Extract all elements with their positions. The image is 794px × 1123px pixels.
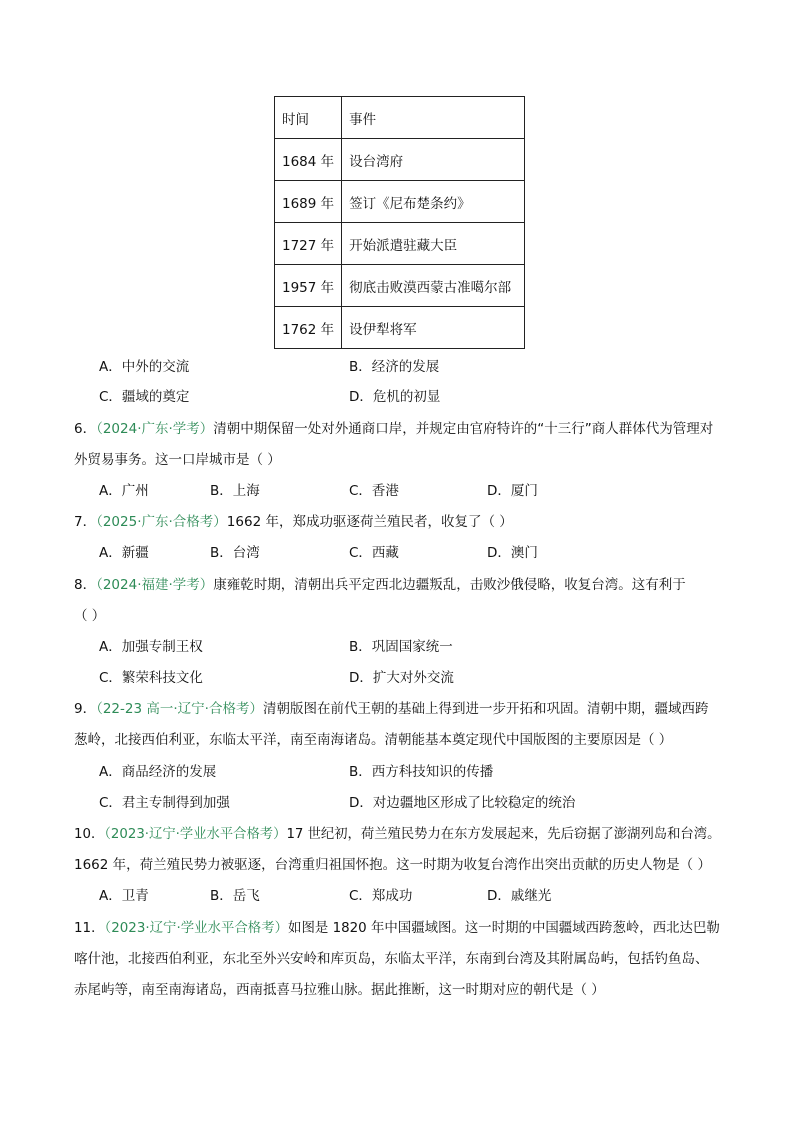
q8-text: 康雍乾时期，清朝出兵平定西北边疆叛乱，击败沙俄侵略，收复台湾。这有利于 [213,577,686,593]
q9-number: 9． [74,701,97,717]
q8-number: 8． [74,577,97,593]
table-cell-event: 彻底击败漠西蒙古准噶尔部 [342,265,525,307]
q6-source: （2024·广东·学考） [96,421,214,437]
q5-option-a: A．中外的交流 [99,359,190,375]
q10-stem-line1 [74,826,720,842]
q6-number: 6． [74,421,97,437]
q9-stem-line1 [74,701,708,717]
q8-option-c: C．繁荣科技文化 [99,670,203,686]
q11-stem-line1 [74,920,720,936]
q6-stem-line1 [74,421,713,437]
q11-stem-line2: 喀什池，北接西伯利亚，东北至外兴安岭和库页岛，东临太平洋，东南到台湾及其附属岛屿，包括钓鱼岛、 [74,951,709,967]
q8-source: （2024·福建·学考） [96,577,214,593]
q6-option-a: A．广州 [99,483,149,499]
q11-source: （2023·辽宁·学业水平合格考） [104,920,289,936]
q9-option-b: B．西方科技知识的传播 [349,764,494,780]
q8-stem-line1 [74,577,686,593]
q10-option-d: D．戚继光 [487,888,552,904]
table-cell-year: 1684 年 [275,139,342,181]
q10-stem-line2: 1662 年，荷兰殖民势力被驱逐，台湾重归祖国怀抱。这一时期为收复台湾作出突出贡献的历史人物是（ ） [74,857,711,873]
table-row [275,139,525,181]
q9-text: 清朝版图在前代王朝的基础上得到进一步开拓和巩固。清朝中期，疆域西跨 [262,701,709,717]
table-cell-event: 设台湾府 [342,139,525,181]
table-row [275,181,525,223]
q10-number: 10． [74,826,105,842]
q11-number: 11． [74,920,105,936]
q7-option-c: C．西藏 [349,545,399,561]
q7-number: 7． [74,514,97,530]
table-cell-event: 签订《尼布楚条约》 [342,181,525,223]
q9-stem-line2: 葱岭，北接西伯利亚，东临太平洋，南至南海诸岛。清朝能基本奠定现代中国版图的主要原因是（ ） [74,732,673,748]
q9-option-c: C．君主专制得到加强 [99,795,230,811]
table-header-event: 事件 [342,97,525,139]
q7-option-a: A．新疆 [99,545,149,561]
q8-option-b: B．巩固国家统一 [349,639,453,655]
q9-option-d: D．对边疆地区形成了比较稳定的统治 [349,795,576,811]
table-cell-year: 1727 年 [275,223,342,265]
q6-option-c: C．香港 [349,483,399,499]
table-cell-year: 1957 年 [275,265,342,307]
q10-option-a: A．卫青 [99,888,149,904]
table-row [275,223,525,265]
q9-source: （22-23 高一·辽宁·合格考） [96,701,263,717]
q5-option-b: B．经济的发展 [349,359,440,375]
q10-option-b: B．岳飞 [210,888,260,904]
q11-stem-line3: 赤尾屿等，南至南海诸岛，西南抵喜马拉雅山脉。据此推断，这一时期对应的朝代是（ ） [74,982,605,998]
q6-text: 清朝中期保留一处对外通商口岸，并规定由官府特许的“十三行”商人群体代为管理对 [213,421,714,437]
q7-option-b: B．台湾 [210,545,260,561]
q10-option-c: C．郑成功 [349,888,413,904]
q7-stem-line1 [74,514,513,530]
q7-text: 1662 年，郑成功驱逐荷兰殖民者，收复了（ ） [226,514,513,530]
table-header-row [275,97,525,139]
q5-option-c: C．疆域的奠定 [99,389,190,405]
q8-option-a: A．加强专制王权 [99,639,203,655]
q10-source: （2023·辽宁·学业水平合格考） [104,826,287,842]
q6-option-d: D．厦门 [487,483,538,499]
q8-stem-line2: （ ） [74,608,106,624]
table-row [275,307,525,349]
table-cell-event: 设伊犁将军 [342,307,525,349]
table-header-time: 时间 [275,97,342,139]
q5-option-d: D．危机的初显 [349,389,441,405]
q6-stem-line2: 外贸易事务。这一口岸城市是（ ） [74,452,281,468]
q7-source: （2025·广东·合格考） [96,514,227,530]
q7-option-d: D．澳门 [487,545,538,561]
q8-option-d: D．扩大对外交流 [349,670,454,686]
table-row [275,265,525,307]
events-table [274,96,525,349]
table-cell-year: 1689 年 [275,181,342,223]
q9-option-a: A．商品经济的发展 [99,764,217,780]
q10-text: 17 世纪初，荷兰殖民势力在东方发展起来，先后窃据了澎湖列岛和台湾。 [286,826,721,842]
table-cell-event: 开始派遣驻藏大臣 [342,223,525,265]
q6-option-b: B．上海 [210,483,260,499]
table-cell-year: 1762 年 [275,307,342,349]
q11-text: 如图是 1820 年中国疆域图。这一时期的中国疆域西跨葱岭，西北达巴勒 [288,920,720,936]
